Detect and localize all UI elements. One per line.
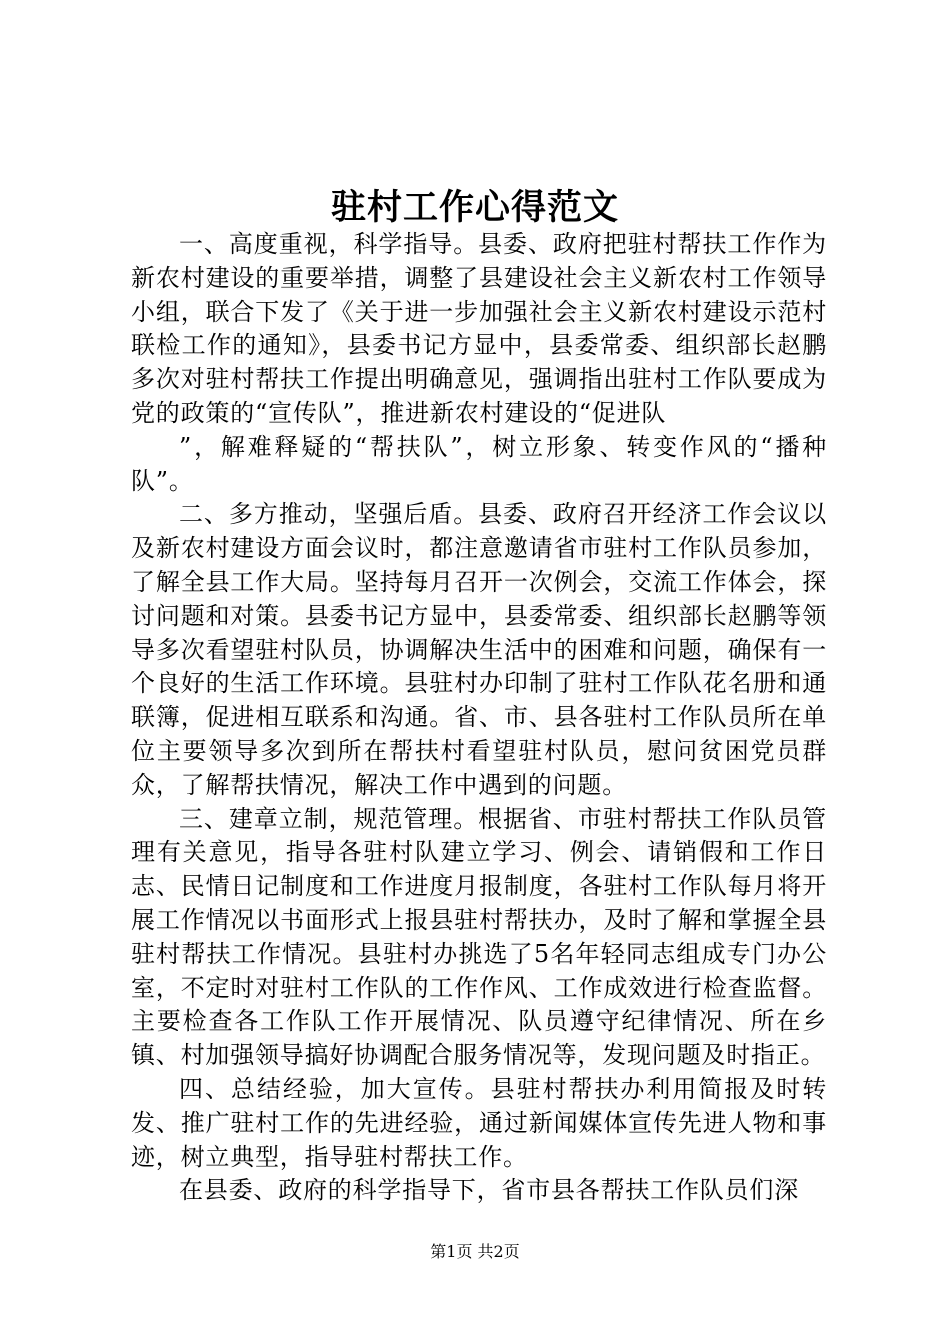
paragraph-2: ”，解难释疑的“帮扶队”，树立形象、转变作风的“播种队”。 bbox=[131, 432, 827, 495]
paragraph-1: 一、高度重视，科学指导。县委、政府把驻村帮扶工作作为新农村建设的重要举措，调整了县建设社会主义新农村工作领导小组，联合下发了《关于进一步加强社会主义新农村建设示范村联检工作的通知》，县委书记方显中，县委常委、组织部长赵鹏多次对驻村帮扶工作提出明确意见，强调指出驻村工作队要成为党的政策的“宣传队”，推进新农村建设的“促进队 bbox=[131, 230, 827, 427]
page-number-footer: 第1页 共2页 bbox=[430, 1242, 520, 1261]
paragraph-4: 三、建章立制，规范管理。根据省、市驻村帮扶工作队员管理有关意见，指导各驻村队建立学习、例会、请销假和工作日志、民情日记制度和工作进度月报制度，各驻村工作队每月将开展工作情况以书面形式上报县驻村帮扶办，及时了解和掌握全县驻村帮扶工作情况。县驻村办挑选了5名年轻同志组成专门办公室，不定时对驻村工作队的工作作风、工作成效进行检查监督。主要检查各工作队工作开展情况、队员遵守纪律情况、所在乡镇、村加强领导搞好协调配合服务情况等，发现问题及时指正。 bbox=[131, 804, 827, 1070]
paragraph-5: 四、总结经验，加大宣传。县驻村帮扶办利用简报及时转发、推广驻村工作的先进经验，通过新闻媒体宣传先进人物和事迹，树立典型，指导驻村帮扶工作。 bbox=[131, 1074, 827, 1171]
document-title: 驻村工作心得范文 bbox=[330, 187, 619, 228]
paragraph-6: 在县委、政府的科学指导下，省市县各帮扶工作队员们深 bbox=[179, 1176, 799, 1205]
paragraph-3: 二、多方推动，坚强后盾。县委、政府召开经济工作会议以及新农村建设方面会议时，都注意邀请省市驻村工作队员参加，了解全县工作大局。坚持每月召开一次例会，交流工作体会，探讨问题和对策。县委书记方显中，县委常委、组织部长赵鹏等领导多次看望驻村队员，协调解决生活中的困难和问题，确保有一个良好的生活工作环境。县驻村办印制了驻村工作队花名册和通联簿，促进相互联系和沟通。省、市、县各驻村工作队员所在单位主要领导多次到所在帮扶村看望驻村队员，慰问贫困党员群众，了解帮扶情况，解决工作中遇到的问题。 bbox=[131, 500, 827, 799]
document-body bbox=[131, 228, 827, 1208]
